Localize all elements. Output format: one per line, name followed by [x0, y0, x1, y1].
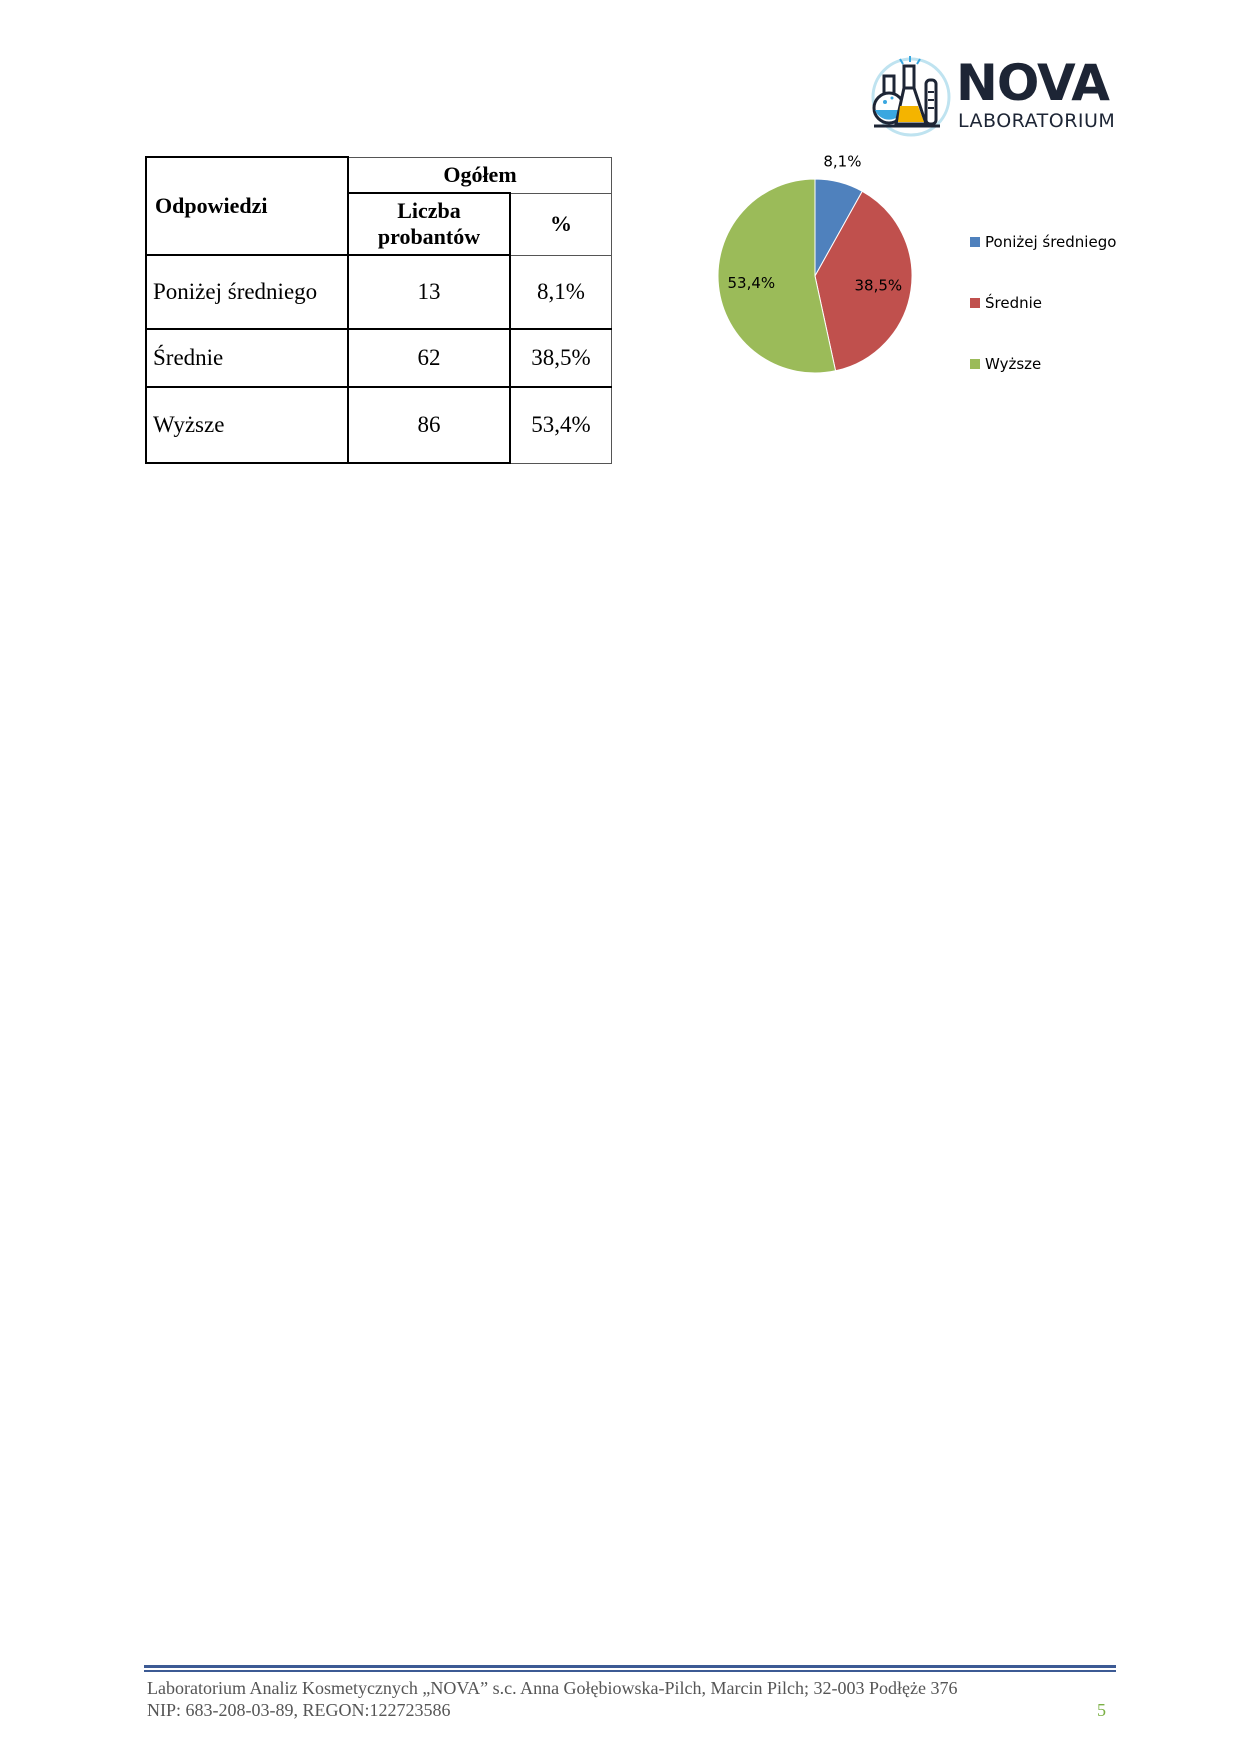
results-table: [145, 156, 612, 464]
logo-subtitle: LABORATORIUM: [958, 110, 1116, 132]
legend-item: [970, 294, 1116, 314]
legend-label: Średnie: [985, 294, 1043, 312]
pie-data-label: 38,5%: [854, 276, 903, 295]
row-percent: 53,4%: [510, 387, 612, 463]
legend-item: [970, 355, 1116, 375]
row-label: Wyższe: [146, 387, 348, 463]
pie-chart: [690, 152, 1140, 435]
table-row: [146, 255, 612, 329]
header-percent: %: [510, 193, 612, 255]
legend-item: [970, 233, 1116, 253]
table-header-row: [146, 157, 612, 193]
legend-label: Wyższe: [985, 355, 1042, 373]
footer-rule: [144, 1665, 1116, 1668]
legend-swatch: [970, 359, 980, 369]
footer-rule: [144, 1670, 1116, 1672]
lab-flasks-icon: [870, 56, 952, 138]
footer-address: Laboratorium Analiz Kosmetycznych „NOVA” s.c. Anna Gołębiowska-Pilch, Marcin Pilch; 32-003 Podłęże 376: [147, 1678, 958, 1698]
row-label: Poniżej średniego: [146, 255, 348, 329]
row-label: Średnie: [146, 329, 348, 387]
footer-ids: NIP: 683-208-03-89, REGON:122723586: [147, 1700, 451, 1720]
row-count: 86: [348, 387, 510, 463]
header-answers: Odpowiedzi: [146, 157, 348, 255]
legend-swatch: [970, 237, 980, 247]
row-percent: 38,5%: [510, 329, 612, 387]
pie-data-label: 8,1%: [823, 152, 862, 171]
logo-title: NOVA: [956, 54, 1110, 112]
legend-label: Poniżej średniego: [985, 233, 1117, 251]
row-percent: 8,1%: [510, 255, 612, 329]
chart-legend: [970, 233, 1116, 416]
page-number: 5: [1097, 1700, 1106, 1720]
row-count: 62: [348, 329, 510, 387]
table-row: [146, 329, 612, 387]
header-total: Ogółem: [348, 157, 612, 193]
table-row: [146, 387, 612, 463]
pie-chart-svg: [690, 152, 950, 435]
company-logo: [870, 52, 1116, 142]
legend-swatch: [970, 298, 980, 308]
row-count: 13: [348, 255, 510, 329]
pie-data-label: 53,4%: [727, 273, 776, 292]
header-count: Liczba probantów: [348, 193, 510, 255]
